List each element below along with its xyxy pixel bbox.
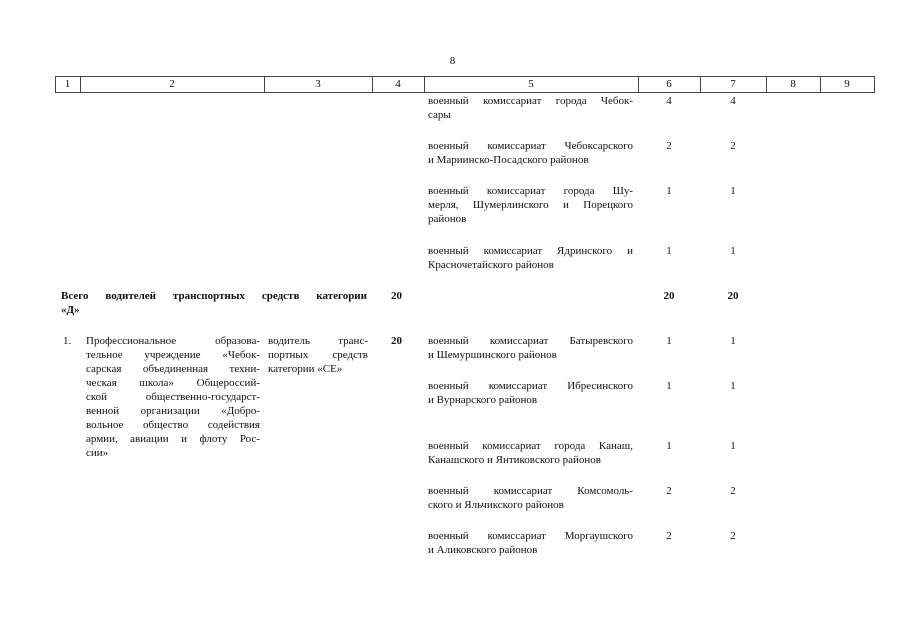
count-col7: 2 (730, 485, 736, 497)
district-name: военный комиссариат Ядринского и (428, 245, 633, 257)
organization-name: ческая школа» Общероссий- (86, 377, 260, 389)
table-header-bottom-border (55, 92, 875, 93)
total-label: Всего водителей транспортных средств категории (61, 290, 367, 302)
column-header-3: 3 (315, 78, 321, 90)
count-col7: 2 (730, 530, 736, 542)
district-name: военный комиссариат Комсомоль- (428, 485, 633, 497)
district-name: и Шемуршинского районов (428, 349, 557, 361)
count-col6: 2 (666, 530, 672, 542)
column-header-1: 1 (64, 78, 71, 90)
column-divider (874, 76, 875, 93)
count-col6: 2 (666, 140, 672, 152)
profession-name: водитель транс- (268, 335, 368, 347)
district-name: Красночетайского районов (428, 259, 554, 271)
district-name: районов (428, 213, 467, 225)
district-name: и Аликовского районов (428, 544, 538, 556)
count-col6: 2 (666, 485, 672, 497)
district-name: Канашского и Янтиковского районов (428, 454, 601, 466)
total-label: «Д» (61, 304, 80, 316)
entry-col4: 20 (391, 335, 402, 347)
count-col7: 1 (730, 380, 736, 392)
count-col6: 4 (666, 95, 672, 107)
district-name: и Мариинско-Посадского районов (428, 154, 589, 166)
district-name: ского и Яльчикского районов (428, 499, 564, 511)
district-name: сары (428, 109, 451, 121)
organization-name: тельное учреждение «Чебок- (86, 349, 260, 361)
profession-name: портных средств (268, 349, 368, 361)
count-col7: 1 (730, 335, 736, 347)
district-name: военный комиссариат Чебоксарского (428, 140, 633, 152)
column-header-4: 4 (395, 78, 401, 90)
district-name: военный комиссариат Ибресинского (428, 380, 633, 392)
table-top-border (55, 76, 875, 77)
organization-name: сарская объединенная техни- (86, 363, 260, 375)
page-number: 8 (449, 55, 456, 67)
column-header-5: 5 (528, 78, 534, 90)
organization-name: вольное общество содействия (86, 419, 260, 431)
district-name: и Вурнарского районов (428, 394, 538, 406)
column-header-8: 8 (790, 78, 796, 90)
district-name: мерля, Шумерлинского и Порецкого (428, 199, 633, 211)
count-col7: 2 (730, 140, 736, 152)
total-col4: 20 (391, 290, 402, 302)
district-name: военный комиссариат города Канаш, (428, 440, 633, 452)
count-col7: 4 (730, 95, 736, 107)
count-col6: 1 (666, 245, 672, 257)
total-col7: 20 (727, 290, 739, 302)
district-name: военный комиссариат города Шу- (428, 185, 633, 197)
profession-name: категории «СЕ» (268, 363, 343, 375)
count-col7: 1 (730, 440, 736, 452)
organization-name: армии, авиации и флоту Рос- (86, 433, 260, 445)
district-name: военный комиссариат Батыревского (428, 335, 633, 347)
column-header-7: 7 (730, 78, 736, 90)
count-col6: 1 (666, 335, 672, 347)
count-col6: 1 (666, 185, 672, 197)
column-header-9: 9 (844, 78, 850, 90)
column-header-6: 6 (666, 78, 672, 90)
column-header-2: 2 (169, 78, 175, 90)
count-col7: 1 (730, 245, 736, 257)
count-col7: 1 (730, 185, 736, 197)
entry-number: 1. (63, 335, 72, 347)
district-name: военный комиссариат Моргаушского (428, 530, 633, 542)
count-col6: 1 (666, 380, 672, 392)
organization-name: венной организации «Добро- (86, 405, 260, 417)
total-col6: 20 (663, 290, 675, 302)
organization-name: Профессиональное образова- (86, 335, 260, 347)
organization-name: сии» (86, 447, 109, 459)
district-name: военный комиссариат города Чебок- (428, 95, 633, 107)
organization-name: ской общественно-государст- (86, 391, 260, 403)
count-col6: 1 (666, 440, 672, 452)
